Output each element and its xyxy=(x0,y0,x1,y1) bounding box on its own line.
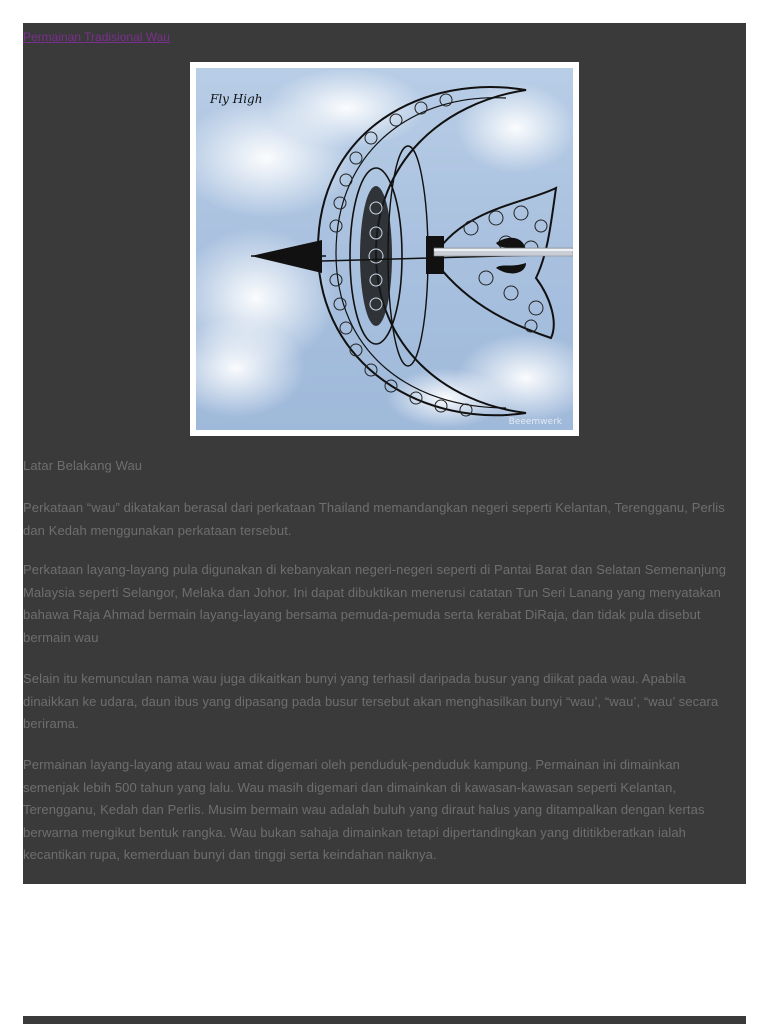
wau-kite-photo xyxy=(196,68,573,430)
photo-watermark: Beeemwerk xyxy=(508,417,562,427)
paragraph-1: Perkataan “wau” dikatakan berasal dari perkataan Thailand memandangkan negeri seperti Kelantan, Terengganu, Perlis dan Kedah menggunakan perkataan tersebut. xyxy=(23,500,725,538)
paragraph-3: Selain itu kemunculan nama wau juga dikaitkan bunyi yang terhasil daripada busur yang diikat pada wau. Apabila dinaikkan ke udara, daun ibus yang dipasang pada busur tersebut akan menghasilkan bunyi “wau’, “wau’, “wau’ secara berirama. xyxy=(23,671,719,731)
fly-high-caption: Fly High xyxy=(210,92,263,106)
wau-photo-frame xyxy=(190,62,579,436)
footer-bar xyxy=(23,1016,746,1024)
section-heading: Latar Belakang Wau xyxy=(23,458,143,473)
paragraph-4: Permainan layang-layang atau wau amat digemari oleh penduduk-penduduk kampung. Permainan ini dimainkan semenjak lebih 500 tahun yang lalu. Wau masih digemari dan dimainkan di kawasan-kawasan seperti Kelantan, Terengganu, Kedah dan Perlis. Musim bermain wau adalah buluh yang diraut halus yang ditampalkan dengan kertas berwarna mengikut bentuk rangka. Wau bukan sahaja dimainkan tetapi dipertandingkan yang dititikberatkan ialah kecantikan rupa, kemerduan bunyi dan tinggi serta keindahan naiknya. xyxy=(23,757,705,862)
post-title-link[interactable]: Permainan Tradisional Wau xyxy=(23,30,170,44)
post-panel xyxy=(23,23,746,884)
paragraph-2: Perkataan layang-layang pula digunakan di kebanyakan negeri-negeri seperti di Pantai Barat dan Selatan Semenanjung Malaysia seperti Selangor, Melaka dan Johor. Ini dapat dibuktikan menerusi catatan Tun Seri Lanang yang menyatakan bahawa Raja Ahmad bermain layang-layang bersama pemuda-pemuda serta kerabat DiRaja, dan tidak pula disebut bermain wau xyxy=(23,562,727,645)
